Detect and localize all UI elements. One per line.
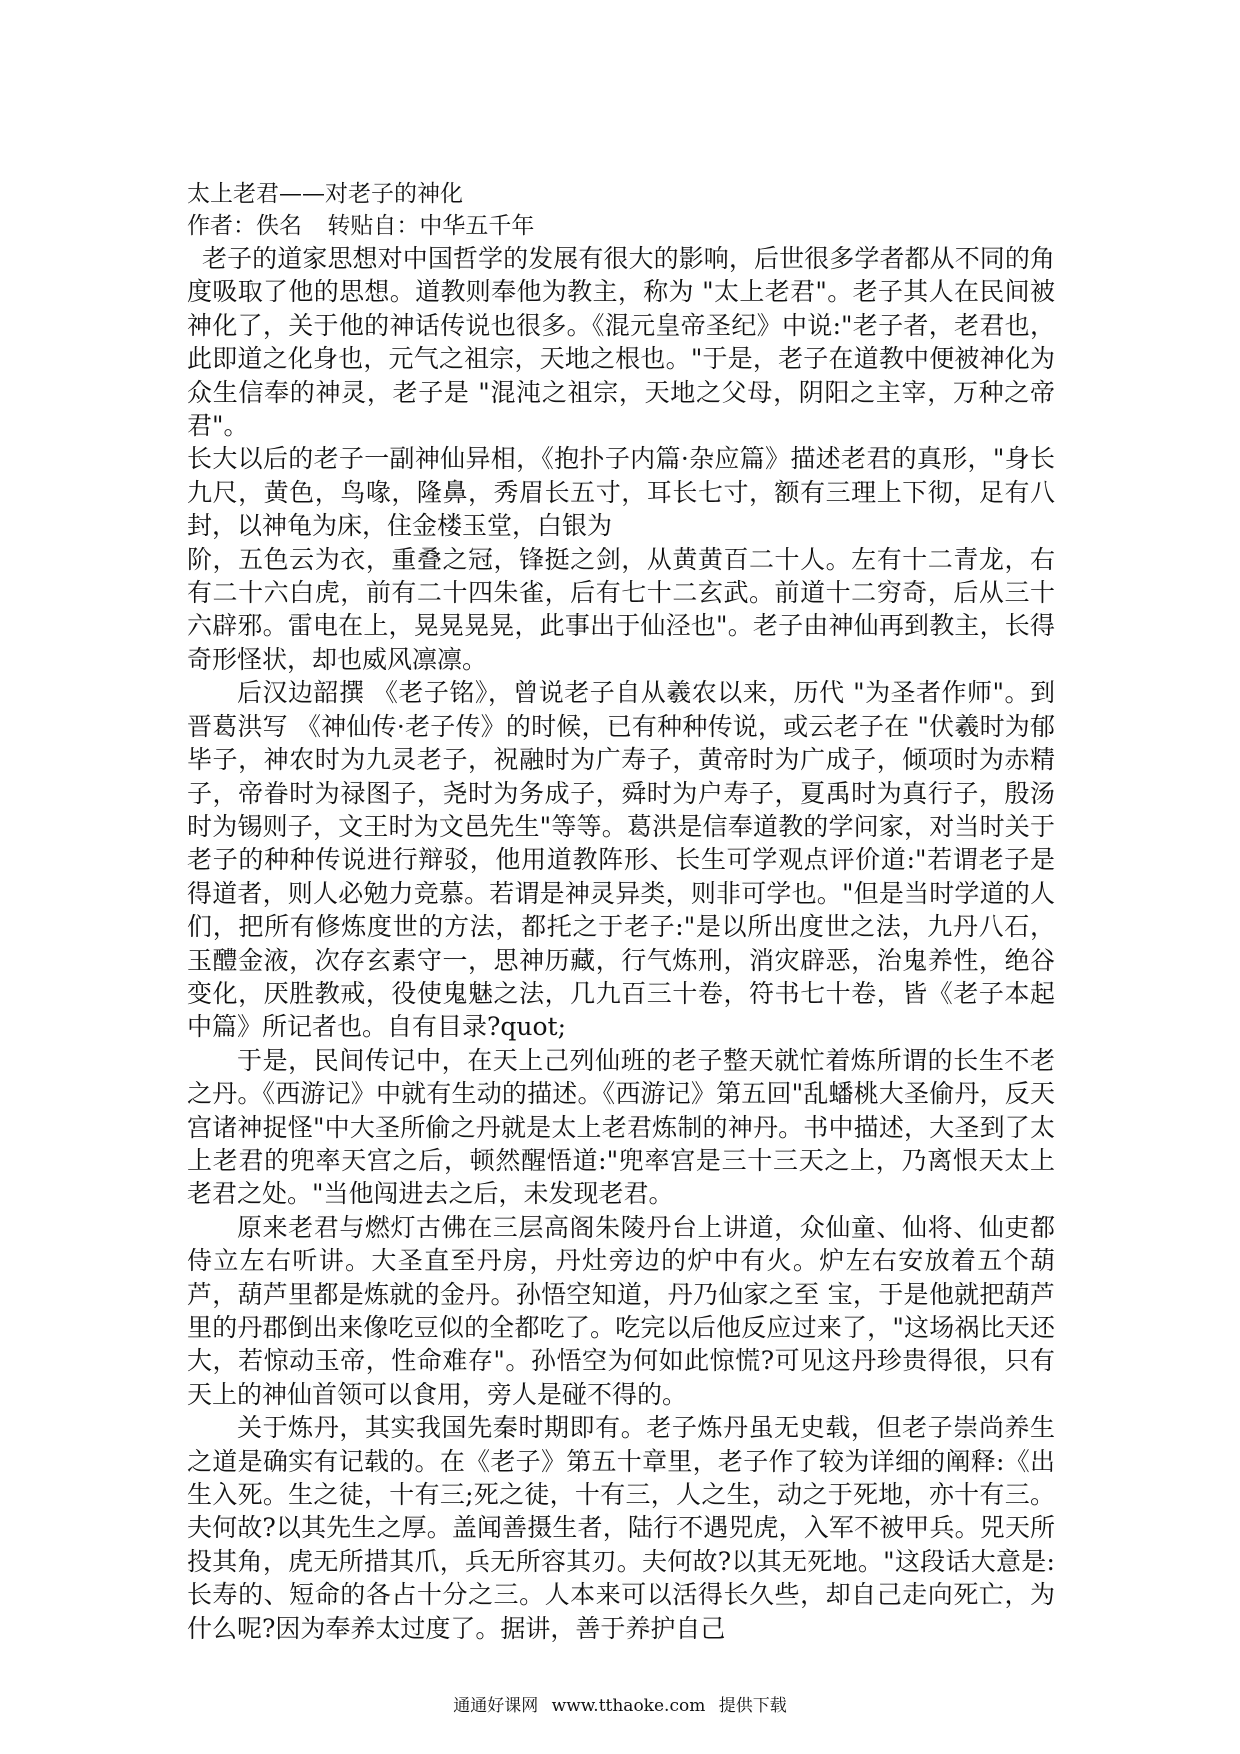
paragraph-alchemy: 关于炼丹，其实我国先秦时期即有。老子炼丹虽无史载，但老子崇尚养生之道是确实有记载的。在《老子》第五十章里，老子作了较为详细的阐释:《出生入死。生之徒，十有三;死之徒，十有三，人之生，动之于死地，亦十有三。夫何故?以其先生之厚。盖闻善摄生者，陆行不遇兕虎，入军不被甲兵。兕天所投其角，虎无所措其爪，兵无所容其刃。夫何故?以其无死地。"这段话大意是:长寿的、短命的各占十分之三。人本来可以活得长久些，却自己走向死亡，为什么呢?因为奉养太过度了。据讲，善于养护自己	[187, 1413, 1055, 1643]
footer-suffix: 提供下载	[718, 1696, 787, 1716]
document-body	[187, 178, 1055, 1645]
document-meta	[187, 210, 1055, 242]
paragraph-journey-west: 于是，民间传记中，在天上己列仙班的老子整天就忙着炼所谓的长生不老之丹。《西游记》中就有生动的描述。《西游记》第五回"乱蟠桃大圣偷丹，反天宫诸神捉怪"中大圣所偷之丹就是太上老君炼制的神丹。书中描述，大圣到了太上老君的兜率天宫之后，顿然醒悟道:"兜率宫是三十三天之上，乃离恨天太上老君之处。"当他闯进去之后，未发现老君。	[187, 1045, 1055, 1209]
paragraph-appearance: 长大以后的老子一副神仙异相，《抱扑子内篇·杂应篇》描述老君的真形，"身长九尺，黄色，鸟喙，隆鼻，秀眉长五寸，耳长七寸，额有三理上下彻，足有八封，以神龟为床，住金楼玉堂，白银为	[187, 444, 1055, 541]
paragraph-legends: 后汉边韶撰 《老子铭》，曾说老子自从羲农以来，历代 "为圣者作师"。到晋葛洪写 《神仙传·老子传》的时候，已有种种传说，或云老子在 "伏羲时为郁毕子，神农时为九灵老子，祝融时为广寿子，黄帝时为广成子，倾项时为赤精子，帝眷时为禄图子，尧时为务成子，舜时为户寿子，夏禹时为真行子，殷汤时为锡则子，文王时为文邑先生"等等。葛洪是信奉道教的学问家，对当时关于老子的种种传说进行辩驳，他用道教阵形、长生可学观点评价道:"若谓老子是得道者，则人必勉力竞慕。若谓是神灵异类，则非可学也。"但是当时学道的人们，把所有修炼度世的方法，都托之于老子:"是以所出度世之法，九丹八石，玉醴金液，次存玄素守一，思神历藏，行气炼刑，消灾辟恶，治鬼养性，绝谷变化，厌胜教戒，役使鬼魅之法，几九百三十卷，符书七十卷，皆《老子本起中篇》所记者也。自有目录?quot;	[187, 678, 1055, 1042]
source-label: 转贴自：中华五千年	[327, 213, 535, 239]
paragraph-intro: 老子的道家思想对中国哲学的发展有很大的影响，后世很多学者都从不同的角度吸取了他的思想。道教则奉他为教主，称为 "太上老君"。老子其人在民间被神化了，关于他的神话传说也很多。《混元皇帝圣纪》中说:"老子者，老君也，此即道之化身也，元气之祖宗，天地之根也。"于是，老子在道教中便被神化为众生信奉的神灵，老子是 "混沌之祖宗，天地之父母，阴阳之主宰，万种之帝君"。	[187, 244, 1055, 441]
footer-site-name: 通通好课网	[453, 1696, 539, 1716]
document-title: 太上老君——对老子的神化	[187, 181, 463, 207]
page-footer	[0, 1694, 1240, 1718]
paragraph-sun-wukong: 原来老君与燃灯古佛在三层高阁朱陵丹台上讲道，众仙童、仙将、仙吏都侍立左右听讲。大圣直至丹房，丹灶旁边的炉中有火。炉左右安放着五个葫芦，葫芦里都是炼就的金丹。孙悟空知道，丹乃仙家之至 宝，于是他就把葫芦里的丹郡倒出来像吃豆似的全都吃了。吃完以后他反应过来了，"这场祸比天还大，若惊动玉帝，性命难存"。孙悟空为何如此惊慌?可见这丹珍贵得很，只有天上的神仙首领可以食用，旁人是碰不得的。	[187, 1212, 1055, 1409]
paragraph-appearance-cont: 阶，五色云为衣，重叠之冠，锋挺之剑，从黄黄百二十人。左有十二青龙，右有二十六白虎，前有二十四朱雀，后有七十二玄武。前道十二穷奇，后从三十六辟邪。雷电在上，晃晃晃晃，此事出于仙泾也"。老子由神仙再到教主，长得奇形怪状，却也威风凛凛。	[187, 544, 1055, 674]
author-label: 作者：佚名	[187, 213, 302, 239]
footer-url-link[interactable]: www.tthaoke.com	[551, 1696, 706, 1716]
